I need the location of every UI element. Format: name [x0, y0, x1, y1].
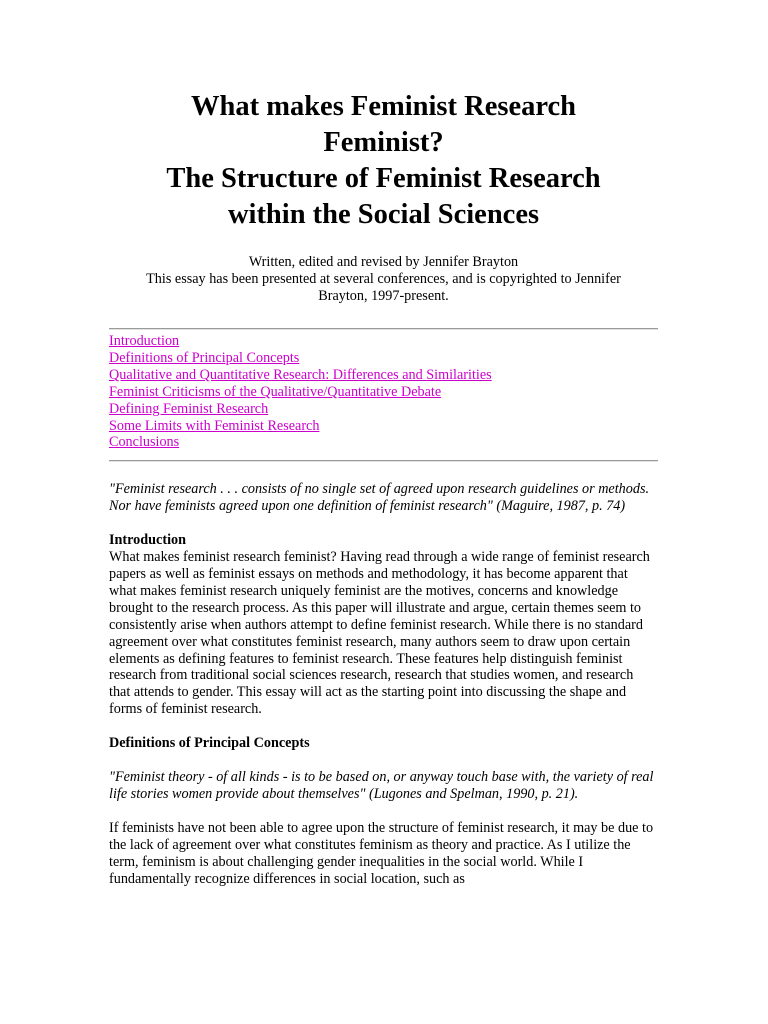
title-line: What makes Feminist Research: [191, 91, 576, 122]
title-line: The Structure of Feminist Research: [166, 163, 601, 194]
table-of-contents: [109, 330, 658, 460]
toc-item: [109, 401, 658, 418]
title-line: Feminist?: [323, 127, 444, 158]
byline-copyright: This essay has been presented at several conferences, and is copyrighted to Jennifer: [146, 271, 621, 287]
opening-quote: "Feminist research . . . consists of no single set of agreed upon research guidelines or methods. Nor have feminists agreed upon one definition of feminist research" (Maguire, 1987, p. 74): [109, 481, 650, 515]
toc-link-conclusions[interactable]: Conclusions: [109, 434, 180, 451]
toc-item: [109, 350, 658, 367]
document-page: [0, 89, 768, 1024]
toc-link-feminist-criticisms[interactable]: Feminist Criticisms of the Qualitative/Quantitative Debate: [109, 383, 442, 400]
introduction-body: What makes feminist research feminist? Having read through a wide range of feminist research papers as well as feminist essays on methods and methodology, it has become apparent that what makes feminist research uniquely feminist are the motives, concerns and knowledge brought to the research process. As this paper will illustrate and argue, certain themes seem to consistently arise when authors attempt to define feminist research. While there is no standard agreement over what constitutes feminist research, many authors seem to draw upon certain elements as defining features to feminist research. These features help distinguish feminist research from traditional social sciences research, research that studies women, and research that attends to gender. This essay will act as the starting point into discussing the shape and forms of feminist research.: [109, 549, 650, 718]
definitions-body: If feminists have not been able to agree upon the structure of feminist research, it may be due to the lack of agreement over what constitutes feminism as theory and practice. As I utilize the term, feminism is about challenging gender inequalities in the social world. While I fundamentally recognize differences in social location, such as: [109, 819, 654, 887]
byline-author: Written, edited and revised by Jennifer Brayton: [248, 254, 519, 270]
definitions-heading: Definitions of Principal Concepts: [109, 735, 310, 752]
divider-bottom: [109, 460, 658, 462]
toc-item: [109, 384, 658, 401]
byline: [109, 254, 658, 305]
byline-copyright-cont: Brayton, 1997-present.: [318, 288, 449, 304]
title-line: within the Social Sciences: [227, 199, 540, 230]
toc-link-qualitative-quantitative[interactable]: Qualitative and Quantitative Research: Differences and Similarities: [109, 366, 492, 383]
toc-item: [109, 367, 658, 384]
toc-link-introduction[interactable]: Introduction: [109, 333, 180, 349]
toc-item: [109, 418, 658, 435]
definitions-quote: "Feminist theory - of all kinds - is to be based on, or anyway touch base with, the variety of real life stories women provide about themselves" (Lugones and Spelman, 1990, p. 21).: [109, 769, 654, 802]
toc-link-some-limits[interactable]: Some Limits with Feminist Research: [109, 417, 320, 434]
introduction-section: [109, 532, 658, 718]
toc-item: [109, 333, 658, 350]
toc-link-defining-feminist-research[interactable]: Defining Feminist Research: [109, 400, 269, 417]
document-title: [109, 89, 658, 233]
toc-item: [109, 434, 658, 451]
toc-link-definitions[interactable]: Definitions of Principal Concepts: [109, 349, 300, 366]
introduction-heading: Introduction: [109, 532, 186, 549]
